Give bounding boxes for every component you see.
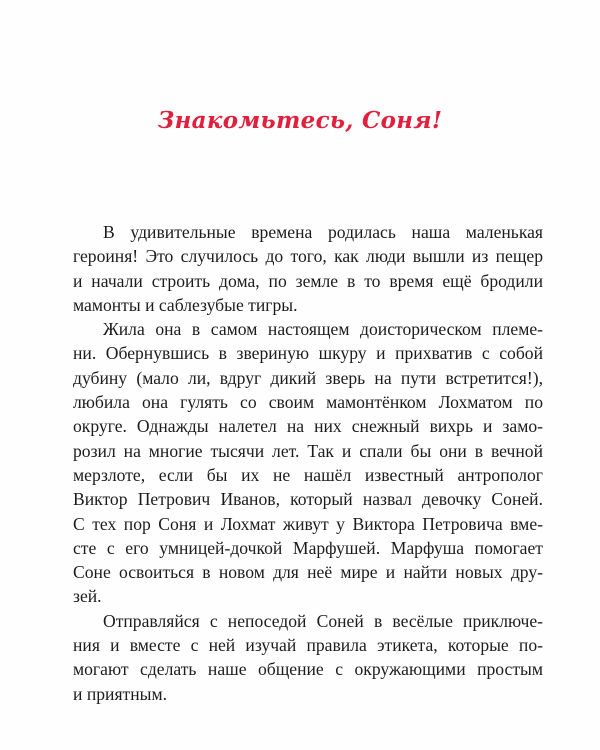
text-line: ния и вместе с ней изучай правила этикета, которые по- bbox=[73, 635, 543, 656]
text-line: Отправляйся с непоседой Соней в весёлые приключе- bbox=[103, 610, 543, 631]
chapter-title: Знакомьтесь, Соня! bbox=[157, 107, 443, 134]
text-line: Соне освоиться в новом для неё мире и найти новых дру- bbox=[73, 562, 543, 583]
text-line: розил на многие тысячи лет. Так и спали бы они в вечной bbox=[73, 440, 543, 461]
text-line: и начали строить дома, по земле в то время ещё бродили bbox=[73, 270, 543, 291]
text-line: сте с его умницей-дочкой Марфушей. Марфуша помогает bbox=[73, 537, 543, 558]
paragraph-2 bbox=[73, 317, 543, 609]
text-line: округе. Однажды налетел на них снежный вихрь и замо- bbox=[73, 416, 543, 437]
text-line: мерзлоте, если бы их не нашёл известный антрополог bbox=[73, 464, 543, 485]
text-line: могают сделать наше общение с окружающими простым bbox=[73, 659, 543, 680]
text-line: любила она гулять со своим мамонтёнком Лохматом по bbox=[73, 392, 543, 413]
text-line: мамонты и саблезубые тигры. bbox=[73, 294, 298, 315]
text-line: Жила она в самом настоящем доисторическом племе- bbox=[103, 319, 543, 340]
body-text bbox=[73, 220, 543, 706]
text-line: Виктор Петрович Иванов, который назвал девочку Соней. bbox=[73, 489, 543, 510]
text-line: и приятным. bbox=[73, 683, 167, 704]
text-line: С тех пор Соня и Лохмат живут у Виктора Петровича вме- bbox=[73, 513, 543, 534]
text-line: ни. Обернувшись в звериную шкуру и прихватив с собой bbox=[73, 343, 543, 364]
paragraph-3 bbox=[73, 609, 543, 706]
text-line: зей. bbox=[73, 586, 102, 607]
text-line: героиня! Это случилось до того, как люди вышли из пещер bbox=[73, 246, 543, 267]
paragraph-1 bbox=[73, 220, 543, 317]
text-line: В удивительные времена родилась наша маленькая bbox=[103, 222, 543, 242]
text-line: дубину (мало ли, вдруг дикий зверь на пути встретится!), bbox=[73, 367, 543, 388]
